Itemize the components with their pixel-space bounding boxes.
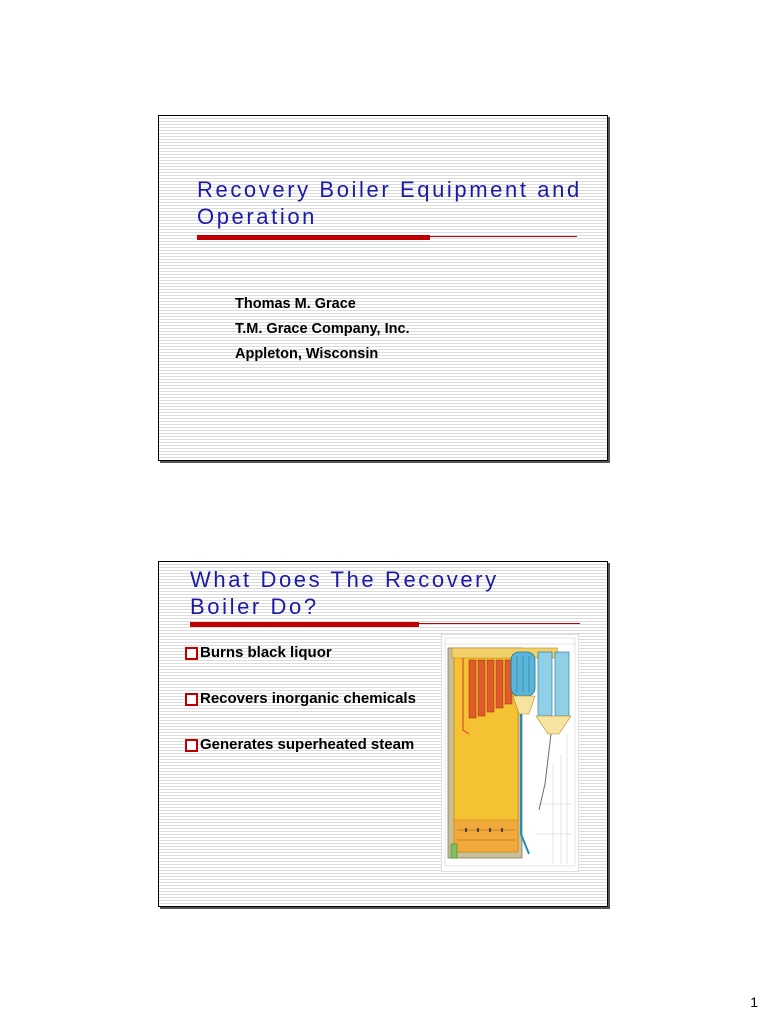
author-block [235,292,410,367]
bullet-list [185,642,425,780]
square-bullet-icon [185,739,198,752]
author-company: T.M. Grace Company, Inc. [235,321,410,337]
square-bullet-icon [185,693,198,706]
page-number: 1 [750,994,758,1010]
bullet-item [185,642,425,664]
bullet-text: Generates superheated steam [200,736,415,753]
bullet-text: Recovers inorganic chemicals [200,690,416,707]
slide-title-heading: Recovery Boiler Equipment and Operation [197,177,582,229]
square-bullet-icon [185,647,198,660]
slide-heading: What Does The Recovery Boiler Do? [190,567,499,619]
author-name: Thomas M. Grace [235,296,356,312]
bullet-item [185,688,425,710]
title-underline-thick [197,235,430,240]
bullet-item [185,734,425,756]
slide-title [158,115,608,461]
author-location: Appleton, Wisconsin [235,346,379,362]
heading-underline-thick [190,622,419,627]
recovery-boiler-diagram [441,634,579,872]
slide-boiler-purpose [158,561,608,907]
bullet-text: Burns black liquor [200,644,332,661]
